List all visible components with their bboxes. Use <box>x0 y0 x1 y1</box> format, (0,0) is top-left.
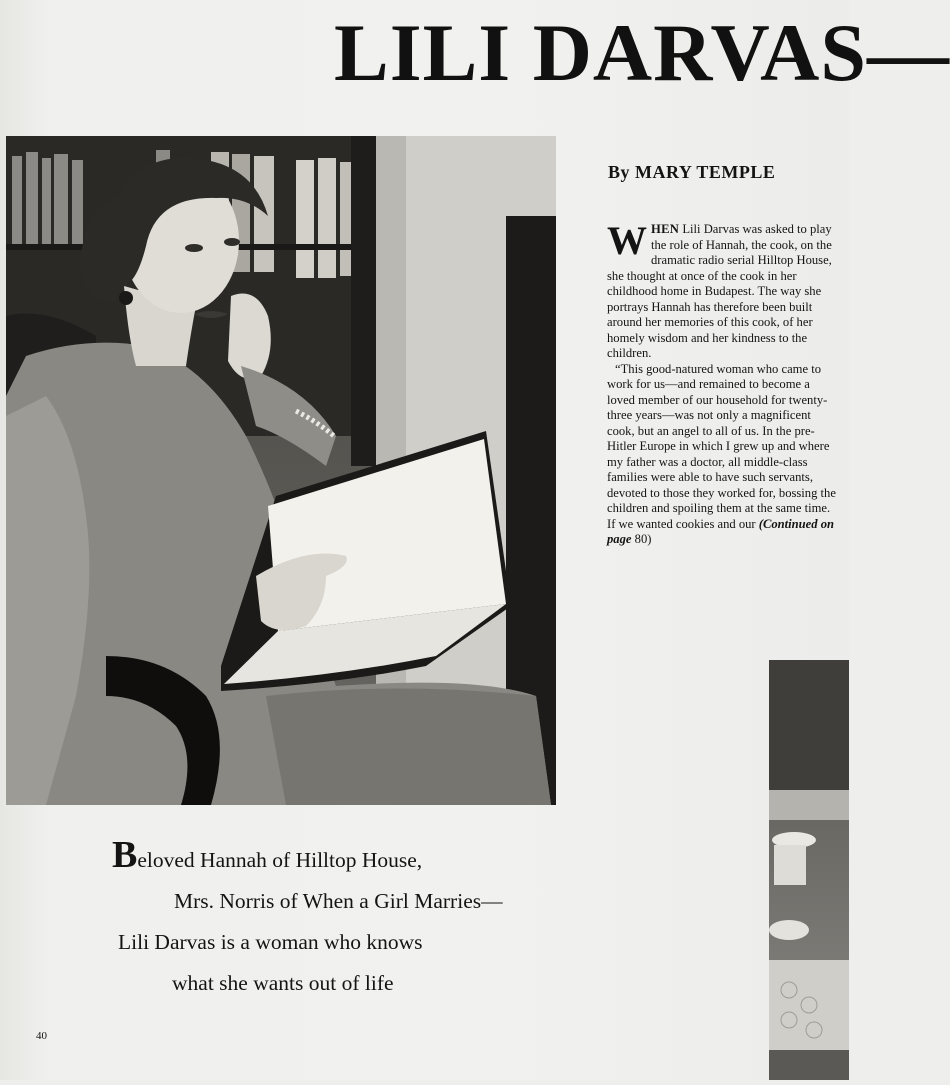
deck-line-3: Lili Darvas is a woman who knows <box>118 930 423 954</box>
article-body <box>607 218 840 548</box>
deck-line-1 <box>90 834 610 881</box>
lead-in-smallcaps: HEN <box>651 222 680 236</box>
article-headline: LILI DARVAS— <box>334 7 950 98</box>
body-paragraph-1-text: Lili Darvas was asked to play the role of Hannah, the cook, on the dramatic radio serial Hilltop House, she thought at once of the cook in her childhood home in Budapest. The way she portrays Hannah has therefore been built around her memories of this cook, of her homely wisdom and her kindness to the children. <box>607 222 832 360</box>
deck-line-2: Mrs. Norris of When a Girl Marries— <box>174 889 503 913</box>
continued-page: 80) <box>634 532 652 546</box>
continued-note: (Continued on page <box>607 516 835 546</box>
body-paragraph-1 <box>607 218 840 362</box>
body-paragraph-2 <box>607 362 840 548</box>
article-deck <box>90 834 610 1004</box>
deck-line-1-text: eloved Hannah of Hilltop House, <box>137 848 423 872</box>
secondary-photo <box>769 660 849 1080</box>
deck-line-4: what she wants out of life <box>172 971 394 995</box>
page-number: 40 <box>36 1030 47 1042</box>
byline: By MARY TEMPLE <box>608 162 776 182</box>
deck-initial: B <box>112 834 138 876</box>
body-paragraph-2-text: “This good-natured woman who came to work for us—and remained to become a loved member of our household for twenty-three years—was not only a magnificent cook, but an angel to all of us. In the pre-Hitler Europe in which I grew up and where my father was a doctor, all middle-class families were able to have such servants, devoted to those they worked for, bossing the children and spoiling them at the same time. If we wanted cookies and our <box>607 361 836 531</box>
main-photo <box>6 136 556 805</box>
drop-cap: W <box>607 218 647 263</box>
